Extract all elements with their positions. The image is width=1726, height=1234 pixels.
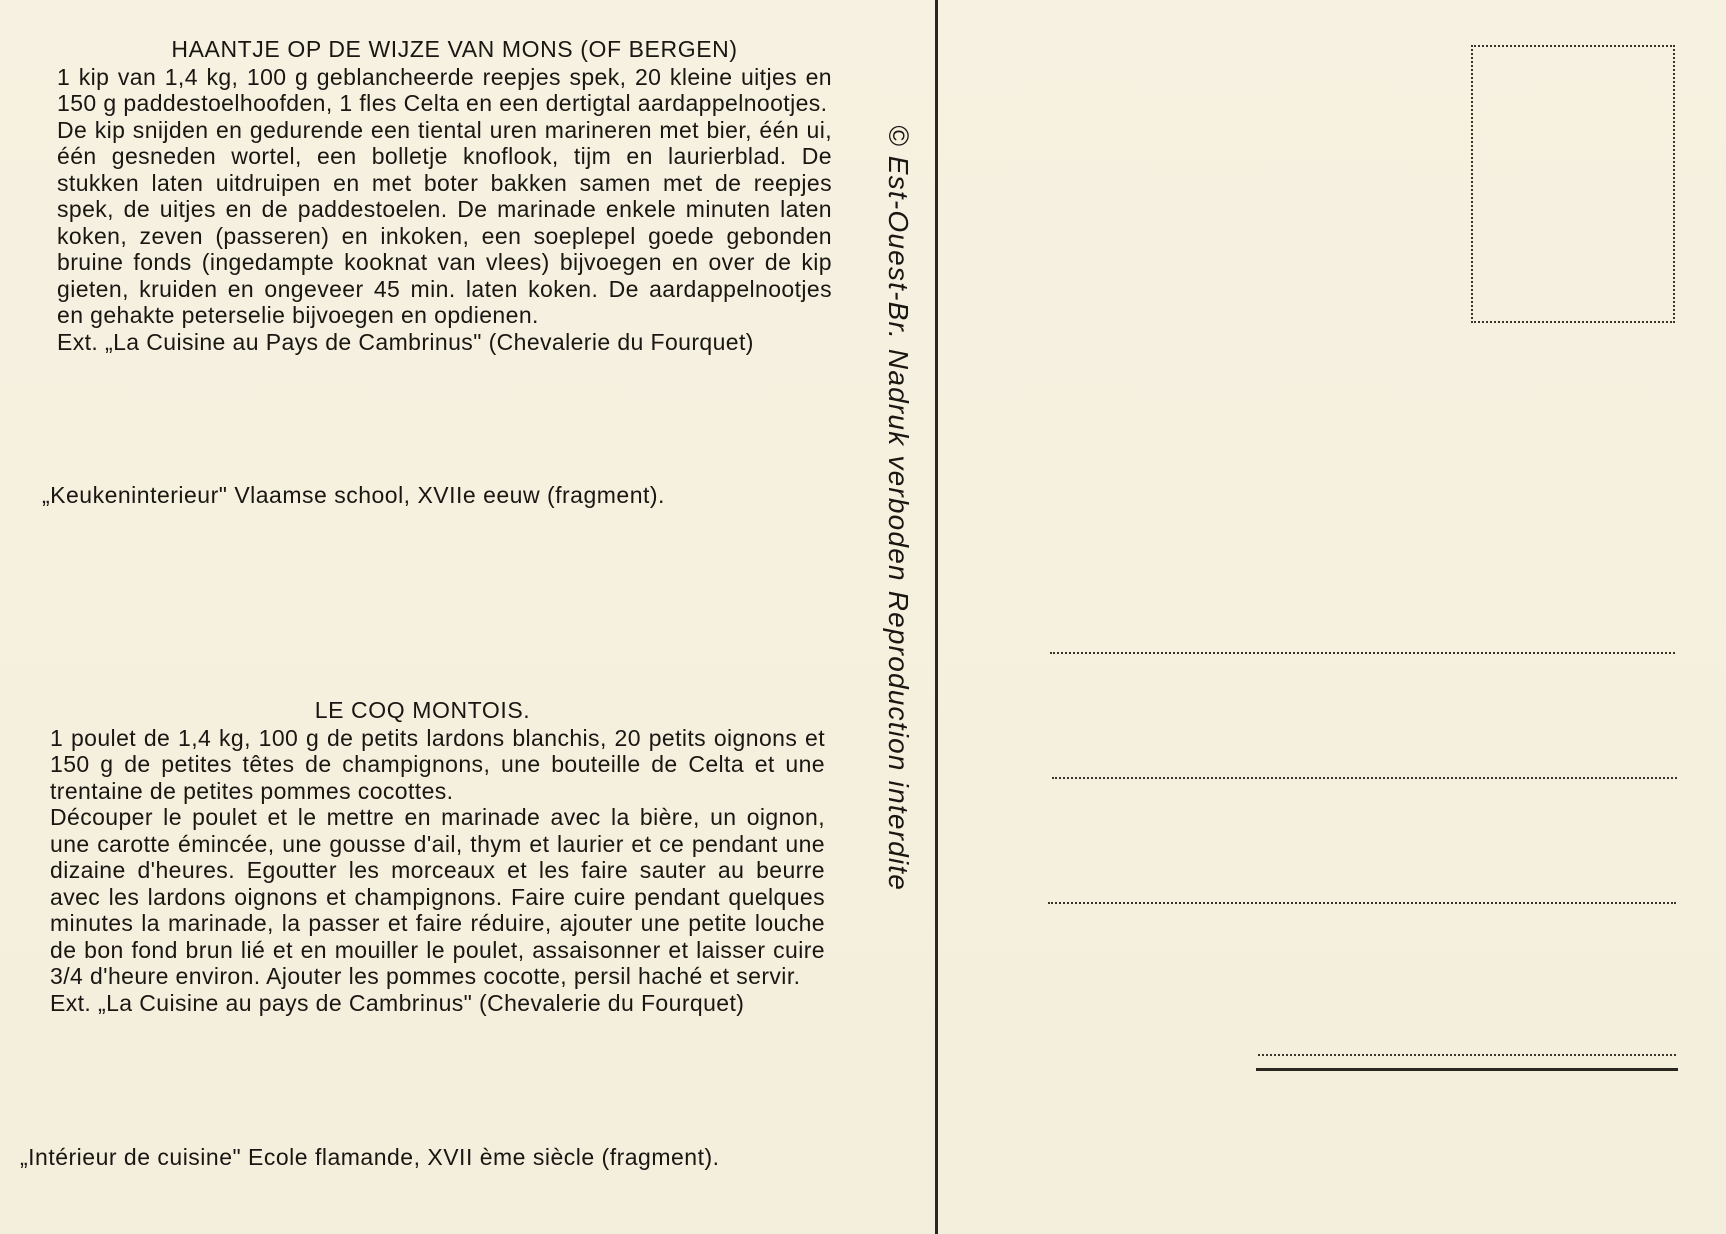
center-divider (935, 0, 938, 1234)
address-underline (1256, 1068, 1678, 1071)
french-recipe-source: Ext. „La Cuisine au pays de Cambrinus" (Chevalerie du Fourquet) (50, 989, 745, 1016)
dutch-recipe-ingredients: 1 kip van 1,4 kg, 100 g geblancheerde reepjes spek, 20 kleine uitjes en 150 g paddestoelhoofden, 1 fles Celta en een dertigtal aardappelnootjes. (57, 63, 832, 116)
address-line (1258, 1054, 1676, 1056)
french-recipe-ingredients: 1 poulet de 1,4 kg, 100 g de petits lardons blanchis, 20 petits oignons et 150 g de petites têtes de champignons, une bouteille de Celta et une trentaine de petites pommes cocottes. (50, 724, 825, 804)
copyright-notice (878, 125, 918, 1125)
dutch-painting-caption: „Keukeninterieur" Vlaamse school, XVIIe eeuw (fragment). (42, 482, 665, 508)
french-painting-caption: „Intérieur de cuisine" Ecole flamande, XVII ème siècle (fragment). (20, 1144, 720, 1170)
address-line (1050, 652, 1675, 654)
dutch-recipe-method: De kip snijden en gedurende een tiental uren marineren met bier, één ui, één gesneden wortel, een bolletje knoflook, tijm en laurierblad. De stukken laten uitdruipen en met boter bakken samen met de reepjes spek, de uitjes en de paddestoelen. De marinade enkele minuten laten koken, zeven (passeren) en inkoken, een soeplepel goede gebonden bruine fonds (ingedampte kooknat van vlees) bijvoegen en over de kip gieten, kruiden en ongeveer 45 min. laten koken. De aardappelnootjes en gehakte peterselie bijvoegen en opdienen. (57, 116, 832, 328)
french-recipe (50, 697, 825, 1016)
copyright-notice-text: © Est-Ouest-Br. Nadruk verboden Reproduction interdite (883, 125, 914, 892)
address-line (1052, 777, 1677, 779)
dutch-recipe (57, 36, 832, 355)
address-line (1048, 902, 1676, 904)
dutch-recipe-title: HAANTJE OP DE WIJZE VAN MONS (OF BERGEN) (171, 36, 738, 62)
french-recipe-title: LE COQ MONTOIS. (314, 697, 531, 723)
stamp-box (1471, 45, 1675, 323)
dutch-recipe-source: Ext. „La Cuisine au Pays de Cambrinus" (Chevalerie du Fourquet) (57, 328, 754, 355)
french-recipe-method: Découper le poulet et le mettre en marinade avec la bière, un oignon, une carotte émincée, une gousse d'ail, thym et laurier et ce pendant une dizaine d'heures. Egoutter les morceaux et les faire sauter au beurre avec les lardons oignons et champignons. Faire cuire pendant quelques minutes la marinade, la passer et faire réduire, ajouter une petite louche de bon fond brun lié et en mouiller le poulet, assaisonner et laisser cuire 3/4 d'heure environ. Ajouter les pommes cocotte, persil haché et servir. (50, 804, 825, 989)
